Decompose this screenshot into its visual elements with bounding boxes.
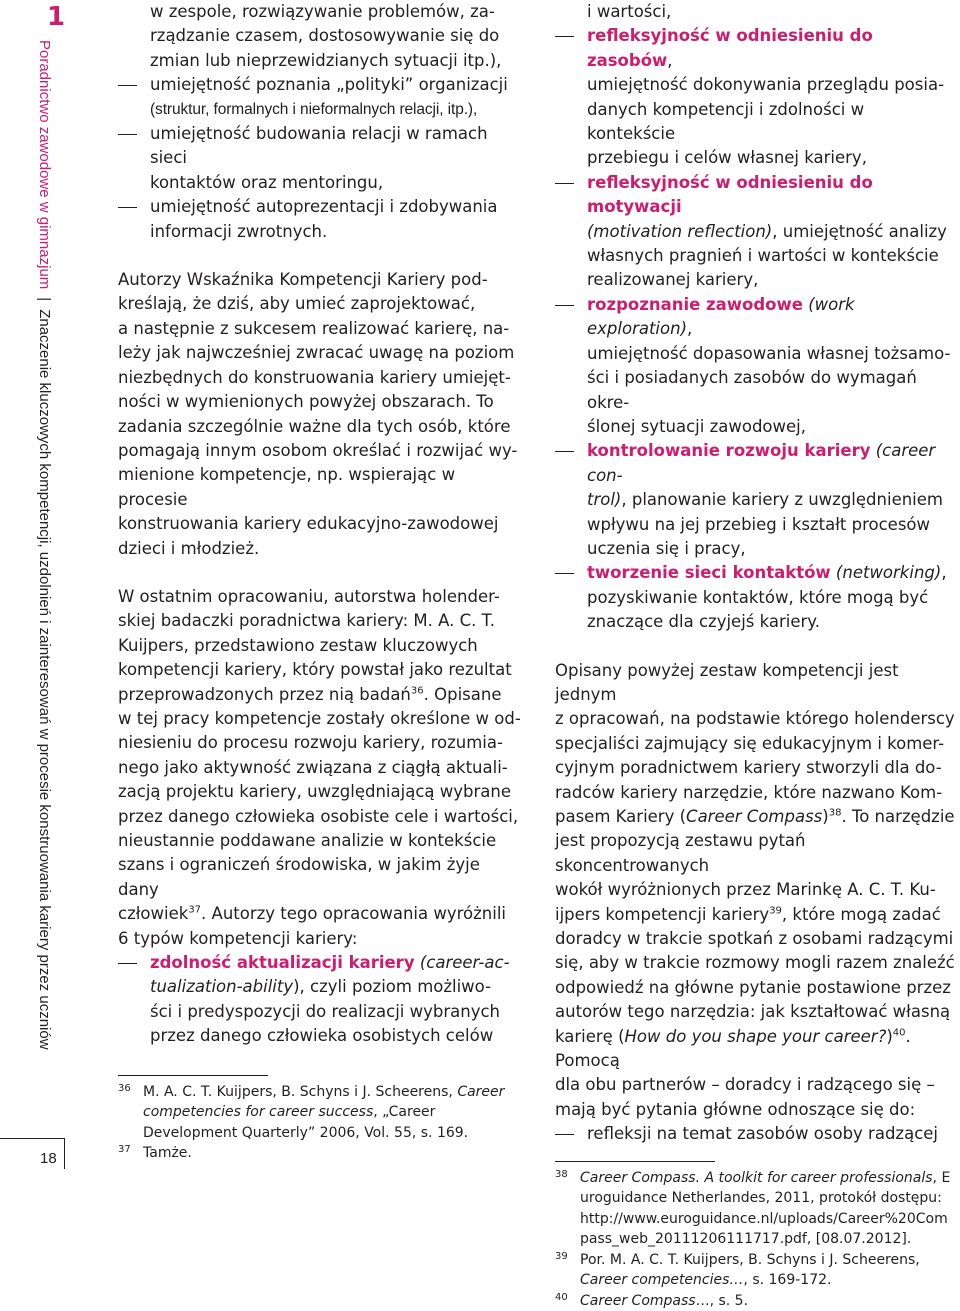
header-separator: |	[36, 297, 53, 302]
text-span: . To narzędzie	[841, 807, 955, 826]
right-column	[555, 0, 955, 1311]
competency-list	[118, 951, 522, 1049]
text-line: 6 typów kompetencji kariery:	[118, 928, 358, 948]
text-span: (career con-	[587, 441, 936, 485]
text-line: kreślają, że dziś, aby umieć zaprojektować,	[118, 294, 476, 314]
text-line: wpływu na jej przebieg i kształt procesów	[587, 514, 931, 534]
highlight-term: refleksyjność w odniesieniu do zasobów	[587, 26, 873, 70]
text-line: W ostatnim opracowaniu, autorstwa holender-	[118, 586, 500, 606]
list-item	[555, 561, 955, 634]
list-item	[555, 1122, 955, 1146]
text-line: odpowiedź na główne pytanie postawione przez	[555, 977, 951, 997]
text-span: Por. M. A. C. T. Kuijpers, B. Schyns i J. Scheerens,	[580, 1251, 920, 1268]
text-line: nieustannie poddawane analizie w kontekście	[118, 831, 497, 850]
highlight-term: kontrolowanie rozwoju kariery	[587, 441, 871, 461]
text-line: niesieniu do procesu rozwoju kariery, rozumia-	[118, 733, 503, 753]
text-span: przeprowadzonych przez nią badań	[118, 684, 411, 704]
text-line: doradcy w trakcie spotkań z osobami radzącymi	[555, 929, 954, 949]
text-line	[555, 903, 955, 927]
text-span: M. A. C. T. Kuijpers, B. Schyns i J. Scheerens,	[143, 1083, 458, 1100]
highlight-term: refleksyjność w odniesieniu do motywacji	[587, 172, 873, 217]
text-span: ), czyli poziom możliwo-	[293, 977, 492, 997]
text-line: skiej badaczki poradnictwa kariery: M. A. C. T.	[118, 611, 496, 631]
side-tab	[0, 0, 70, 1169]
list-item	[118, 951, 522, 1049]
footnote-39	[555, 1250, 955, 1291]
page-number: 18	[40, 1150, 57, 1167]
text-span: . Opisane	[423, 684, 502, 704]
text-line: dzieci i młodzież.	[118, 538, 260, 558]
text-line: kompetencji kariery, który powstał jako rezultat	[118, 660, 512, 680]
text-line	[118, 902, 522, 926]
text-span: trol)	[587, 490, 622, 510]
footnote-number: 39	[555, 1250, 568, 1262]
text-span: How do you shape your career?	[624, 1026, 887, 1046]
highlight-term: zdolność aktualizacji kariery	[150, 953, 415, 973]
footer-side-rule	[64, 1138, 65, 1169]
text-span: , s. 169-172.	[743, 1272, 832, 1289]
list-item	[118, 195, 522, 244]
text-span: Career Compass	[686, 807, 823, 826]
text-line	[587, 488, 955, 512]
footnote-36	[118, 1082, 522, 1144]
text-span: , umiejętność analizy	[772, 221, 947, 241]
text-line: konstruowania kariery edukacyjno-zawodowej	[118, 514, 499, 534]
text-span: człowiek	[118, 904, 189, 924]
text-span: , „Career Development Quarterly” 2006, Vol. 55, s. 169.	[143, 1104, 469, 1141]
footnote-number: 36	[118, 1082, 131, 1094]
text-span: karierę (	[555, 1026, 625, 1046]
list-item	[555, 24, 955, 170]
text-span: (career-ac-	[419, 953, 510, 973]
footnote-rule	[118, 1075, 268, 1076]
text-line: w zespole, rozwiązywanie problemów, za-	[150, 2, 495, 21]
list-item	[118, 73, 522, 122]
text-line: umiejętność poznania „polityki” organizacji	[150, 75, 508, 95]
text-line: (struktur, formalnych i nieformalnych relacji, itp.),	[150, 100, 478, 118]
footnote-38	[555, 1168, 955, 1250]
text-line: specjaliści zajmujący się edukacyjnym i komer-	[555, 733, 945, 753]
paragraph-intro	[118, 268, 522, 561]
text-span: , które mogą zadać	[781, 904, 941, 924]
text-span: (motivation reflection)	[587, 221, 773, 241]
text-line: ślonej sytuacji zawodowej,	[587, 416, 807, 436]
text-line: przez danego człowieka osobiste cele i wartości,	[118, 806, 519, 826]
text-span: (networking)	[835, 563, 942, 583]
text-line: w tej pracy kompetencje zostały określone w od-	[118, 708, 521, 728]
text-span: ,	[667, 50, 673, 70]
text-span: …, s. 5.	[695, 1292, 749, 1309]
list-item	[118, 122, 522, 195]
text-line: zadania szczególnie ważne dla tych osób, które	[118, 416, 511, 436]
text-line: autorów tego narzędzia: jak kształtować własną	[555, 1002, 951, 1022]
text-line: niezbędnych do konstruowania kariery umiejęt-	[118, 367, 511, 387]
list-item	[555, 0, 955, 24]
text-line: jest propozycją zestawu pytań skoncentrowanych	[555, 831, 806, 875]
series-title: Poradnictwo zawodowe w gimnazjum	[36, 40, 53, 290]
running-header	[34, 40, 54, 1050]
text-line: radców kariery narzędzie, które nazwano Kom-	[555, 782, 943, 802]
list-item	[555, 439, 955, 561]
text-line: się, aby w trakcie rozmowy mogli razem znaleźć	[555, 953, 955, 973]
text-line: danych kompetencji i zdolności w kontekście	[587, 99, 865, 144]
text-line: dla obu partnerów – doradcy i radzącego się –	[555, 1075, 935, 1095]
footnote-ref[interactable]: 39	[769, 905, 782, 917]
text-span: Career Compass	[580, 1292, 696, 1309]
text-line	[555, 1025, 955, 1074]
text-line: Kuijpers, przedstawiono zestaw kluczowych	[118, 635, 478, 655]
text-span: pasem Kariery (	[555, 807, 687, 826]
text-span: , Euroguidance Netherlandes, 2011, protokół dostępu: http://www.euroguidance.nl/uploads/Career%20Compass_web_20111206111717.pdf, [08.07.2012].	[580, 1169, 951, 1248]
text-span: ijpers kompetencji kariery	[555, 904, 770, 924]
text-line: przebiegu i celów własnej kariery,	[587, 148, 867, 168]
footer-rule	[0, 1138, 64, 1139]
text-line: umiejętność budowania relacji w ramach sieci	[150, 124, 488, 168]
text-span: Career competencies…	[580, 1272, 744, 1289]
footnote-ref[interactable]: 40	[892, 1027, 906, 1039]
text-line: cyjnym poradnictwem kariery stworzyli dla do-	[555, 758, 942, 778]
text-line: realizowanej kariery,	[587, 270, 759, 290]
footnote-number: 37	[118, 1144, 131, 1156]
text-span: )	[886, 1026, 893, 1046]
text-line: Opisany powyżej zestaw kompetencji jest jednym	[555, 660, 899, 704]
footnote-ref[interactable]: 36	[410, 685, 424, 697]
list-item	[555, 293, 955, 439]
text-line: rządzanie czasem, dostosowywanie się do	[150, 26, 500, 46]
text-span: Career Compass. A toolkit for career professionals	[580, 1169, 933, 1186]
footnote-rule	[555, 1161, 715, 1162]
highlight-term: tworzenie sieci kontaktów	[587, 563, 831, 583]
text-line: nego jako aktywność związana z ciągłą aktuali-	[118, 757, 508, 777]
text-line: uczenia się i pracy,	[587, 538, 746, 558]
text-line: refleksji na temat zasobów osoby radzącej	[587, 1124, 939, 1144]
footnote-number: 40	[555, 1291, 568, 1303]
footnote-number: 38	[555, 1168, 568, 1180]
text-line: mienione kompetencje, np. wspierając w procesie	[118, 465, 456, 509]
chapter-number: 1	[47, 2, 66, 32]
text-line	[587, 220, 955, 244]
highlight-term: rozpoznanie zawodowe	[587, 294, 803, 314]
text-line: ności w wymienionych powyżej obszarach. To	[118, 392, 494, 412]
text-span: . Autorzy tego opracowania wyróżnili	[201, 904, 507, 924]
text-line	[587, 24, 955, 73]
text-span: )	[822, 807, 829, 826]
text-span: Tamże.	[143, 1145, 192, 1162]
text-line: zmian lub nieprzewidzianych sytuacji itp.),	[150, 50, 502, 70]
text-line	[587, 293, 955, 342]
text-line: umiejętność dopasowania własnej tożsamo-	[587, 343, 951, 363]
text-span: (work exploration)	[587, 294, 855, 339]
list-item	[555, 171, 955, 293]
text-line: znaczące dla czyjejś kariery.	[587, 612, 820, 632]
text-line	[555, 805, 955, 829]
text-line	[118, 683, 522, 707]
left-column	[118, 0, 522, 1164]
footnote-ref[interactable]: 37	[188, 904, 202, 916]
text-span: , planowanie kariery z uwzględnieniem	[621, 490, 943, 510]
text-line: ści i posiadanych zasobów do wymagań okre-	[587, 368, 917, 412]
text-line: i wartości,	[587, 2, 672, 21]
text-line: z opracowań, na podstawie którego holenderscy	[555, 709, 955, 729]
text-line: wokół wyróżnionych przez Marinkę A. C. T. Ku-	[555, 880, 936, 900]
list-item	[118, 0, 522, 73]
text-line: szans i ograniczeń środowiska, w jakim żyje dany	[118, 855, 480, 899]
text-line: pozyskiwanie kontaktów, które mogą być	[587, 587, 929, 607]
text-span: Career competencies for career success	[143, 1083, 505, 1121]
text-line: zacją projektu kariery, uwzględniającą wybrane	[118, 782, 511, 802]
text-span: tualization-ability	[150, 977, 294, 997]
text-line: kontaktów oraz mentoringu,	[150, 172, 384, 192]
text-line	[587, 561, 955, 585]
text-line: informacji zwrotnych.	[150, 221, 328, 241]
chapter-title: Znaczenie kluczowych kompetencji, uzdolnień i zainteresowań w procesie konstruowania kariery przez uczniów	[36, 309, 53, 1050]
text-line: własnych pragnień i wartości w kontekście	[587, 246, 939, 266]
text-line	[150, 951, 522, 975]
text-span: ,	[941, 563, 947, 583]
footnote-37	[118, 1143, 522, 1164]
text-span: . Pomocą	[555, 1026, 911, 1071]
paragraph-kuijpers	[118, 585, 522, 951]
text-line: umiejętność dokonywania przeglądu posia-	[587, 75, 945, 95]
text-line: Autorzy Wskaźnika Kompetencji Kariery pod-	[118, 270, 488, 290]
paragraph-career-compass	[555, 659, 955, 1123]
footnote-40	[555, 1291, 955, 1311]
text-line: umiejętność autoprezentacji i zdobywania	[150, 197, 498, 217]
text-line	[587, 439, 955, 488]
text-line: leży jak najwcześniej zwracać uwagę na poziom	[118, 343, 515, 363]
text-line: mają być pytania główne odnoszące się do:	[555, 1099, 916, 1119]
text-line	[150, 975, 522, 999]
text-span: ,	[687, 319, 693, 339]
text-line: ści i predyspozycji do realizacji wybranych	[150, 1001, 500, 1021]
text-line: przez danego człowieka osobistych celów	[150, 1026, 494, 1046]
footnote-ref[interactable]: 38	[828, 807, 842, 819]
text-line	[587, 171, 955, 220]
text-line: a następnie z sukcesem realizować karierę, na-	[118, 318, 510, 338]
text-line: pomagają innym osobom określać i rozwijać wy-	[118, 440, 518, 460]
